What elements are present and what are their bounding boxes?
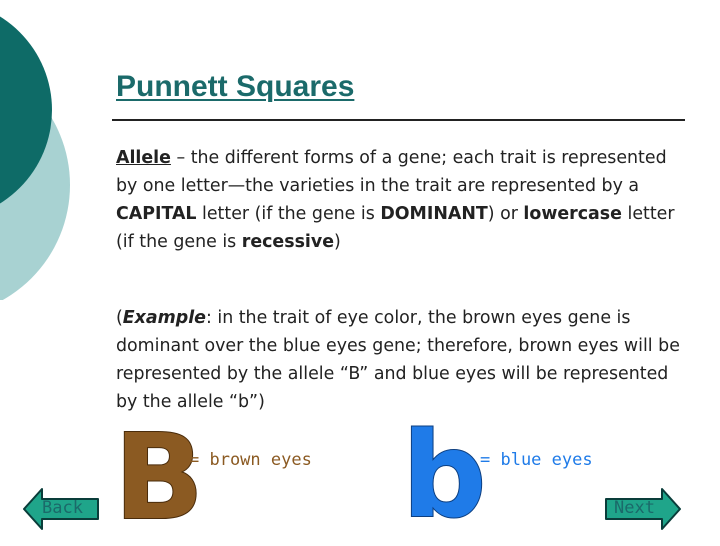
allele-letter-recessive: b — [402, 406, 487, 544]
allele-definition: Allele – the different forms of a gene; each trait is represented by one letter—the varieties in the trait are represented by a CAPITAL letter (if the gene is DOMINANT) or lowercase letter (if the gene is recessive) — [116, 148, 675, 252]
allele-meaning-blue: = blue eyes — [480, 450, 593, 470]
example-label: Example — [122, 308, 206, 328]
term-allele: Allele — [116, 148, 171, 168]
term-dominant: DOMINANT — [380, 204, 488, 224]
next-button-label: Next — [614, 498, 655, 518]
term-lowercase: lowercase — [523, 204, 622, 224]
allele-meaning-brown: = brown eyes — [189, 450, 312, 470]
allele-letter-dominant: B — [114, 408, 204, 546]
title-divider — [112, 119, 685, 121]
example-paragraph: (Example: in the trait of eye color, the brown eyes gene is dominant over the blue eyes gene; therefore, brown eyes will be represented by the allele “B” and blue eyes will be represented by the allele “b”) — [116, 308, 680, 412]
back-button-label: Back — [42, 498, 83, 518]
slide-title: Punnett Squares — [116, 70, 355, 103]
next-button[interactable] — [602, 487, 682, 531]
back-button[interactable] — [22, 487, 102, 531]
decorative-circles — [0, 0, 90, 300]
term-recessive: recessive — [241, 232, 335, 252]
term-capital: CAPITAL — [116, 204, 197, 224]
